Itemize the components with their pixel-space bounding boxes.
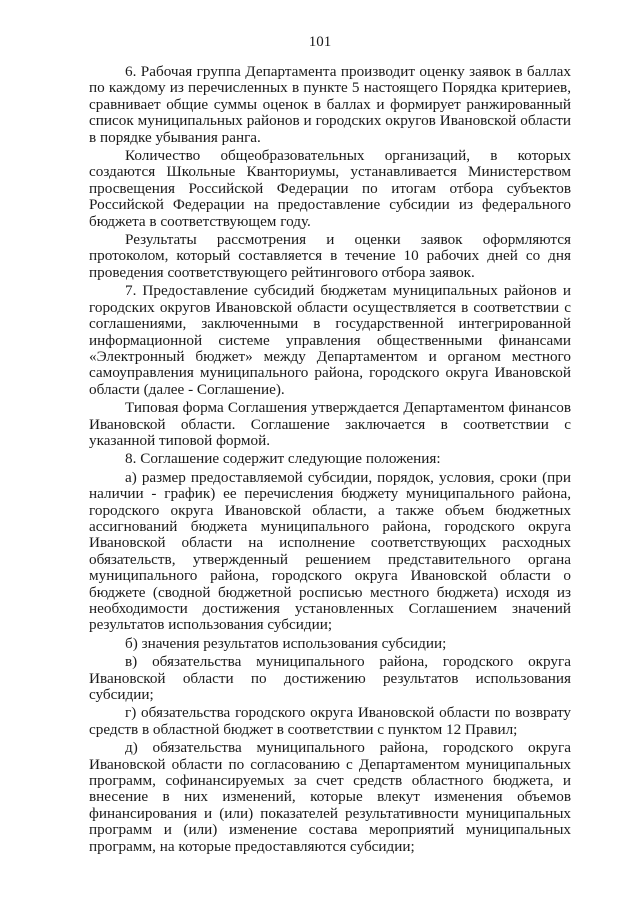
paragraph: 8. Соглашение содержит следующие положения: bbox=[125, 450, 441, 468]
paragraph: в) обязательства муниципального района, городского округа Ивановской области по достижению результатов использования субсидии; bbox=[89, 653, 571, 704]
page-number: 101 bbox=[308, 34, 332, 50]
paragraph: Типовая форма Соглашения утверждается Департаментом финансов Ивановской области. Соглашение заключается в соответствии с указанной типовой формой. bbox=[89, 399, 571, 449]
paragraph: Количество общеобразовательных организаций, в которых создаются Школьные Кванториумы, устанавливается Министерством просвещения Российской Федерации по итогам отбора субъектов Российской Федерации на предоставление субсидии из федерального бюджета в соответствующем году. bbox=[89, 147, 571, 230]
paragraph: б) значения результатов использования субсидии; bbox=[125, 634, 447, 652]
paragraph: а) размер предоставляемой субсидии, порядок, условия, сроки (при наличии - график) ее перечисления бюджету муниципального района, городского округа Ивановской области, а также объем бюджетных ассигнований бюджета муниципального района, городского округа Ивановской области на исполнение соответствующих расходных обязательств, утвержденный решением представительного органа муниципального района, городского округа Ивановской области о бюджете (сводной бюджетной росписью местного бюджета) исходя из необходимости достижения установленных Соглашением значений результатов использования субсидии; bbox=[89, 468, 571, 634]
paragraph: 6. Рабочая группа Департамента производит оценку заявок в баллах по каждому из перечисленных в пункте 5 настоящего Порядка критериев, сравнивает общие суммы оценок в баллах и формирует ранжированный список муниципальных районов и городских округов Ивановской области в порядке убывания ранга. bbox=[89, 63, 571, 146]
paragraph: Результаты рассмотрения и оценки заявок оформляются протоколом, который составляется в течение 10 рабочих дней со дня проведения соответствующего рейтингового отбора заявок. bbox=[89, 231, 571, 281]
paragraph: д) обязательства муниципального района, городского округа Ивановской области по согласованию с Департаментом муниципальных программ, софинансируемых за счет средств областного бюджета, и внесение в них изменений, которые влекут изменения объемов финансирования и (или) показателей результативности муниципальных программ и (или) изменение состава мероприятий муниципальных программ, на которые предоставляются субсидии; bbox=[89, 739, 571, 855]
paragraph: 7. Предоставление субсидий бюджетам муниципальных районов и городских округов Ивановской области осуществляется в соответствии с соглашениями, заключенными в государственной интегрированной информационной системе управления общественными финансами «Электронный бюджет» между Департаментом и органом местного самоуправления муниципального района, городского округа Ивановской области (далее - Соглашение). bbox=[89, 282, 571, 398]
body-text bbox=[89, 64, 571, 857]
paragraph: г) обязательства городского округа Ивановской области по возврату средств в областной бюджет в соответствии с пунктом 12 Правил; bbox=[89, 704, 571, 738]
